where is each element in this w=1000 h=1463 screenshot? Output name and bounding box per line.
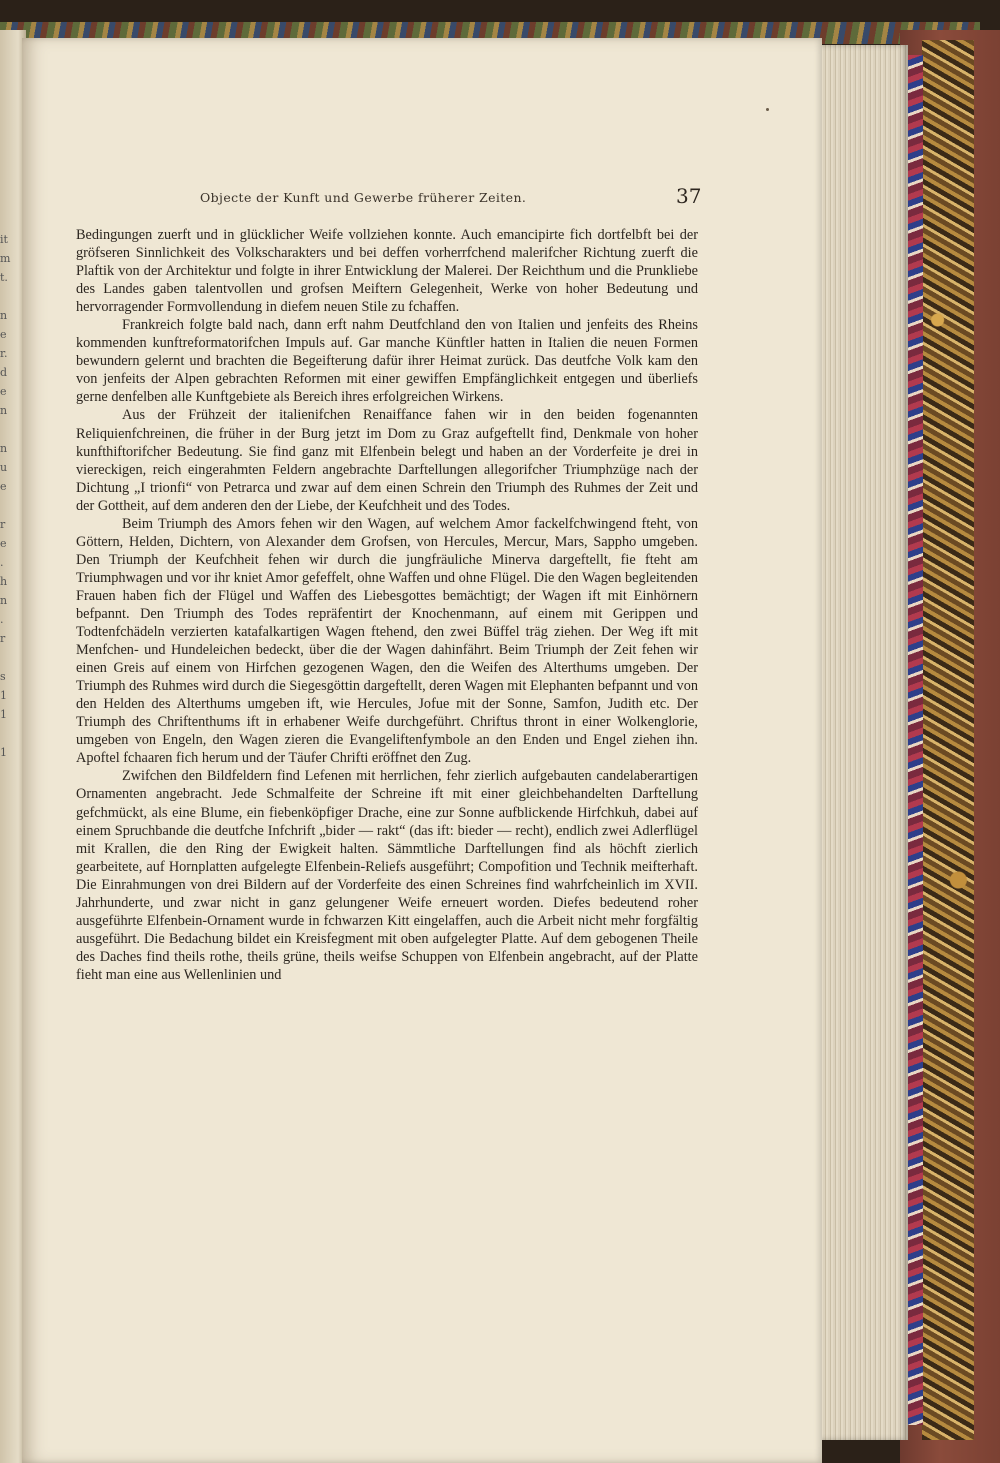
left-page-fragment: 1 xyxy=(0,746,7,759)
marbled-endpaper xyxy=(922,40,974,1440)
left-page-fragment: m xyxy=(0,252,11,265)
left-page-fragment: e xyxy=(0,385,7,398)
left-page-fragments xyxy=(0,230,14,762)
left-page-fragment: . xyxy=(0,613,4,626)
paper-speck xyxy=(766,108,769,111)
left-page-fragment: 1 xyxy=(0,689,7,702)
paragraph: Frankreich folgte bald nach, dann erft nahm Deutfchland den von Italien und jenfeits des Rheins kommenden kunftreformatorifchen Impuls auf. Gar manche Künftler hatten in Italien die neuen Formen bewundern gelernt und brachten die Begeifterung dafür ihrer Heimat zurück. Das deutfche Volk kam den von jenfeits der Alpen gebrachten Reformen mit einer gewiffen Empfänglichkeit entgegen und überliefs gerne denfelben alle Kunftgebiete als Bereich ihres erfolgreichen Wirkens. xyxy=(76,317,698,406)
paragraph: Bedingungen zuerft und in glücklicher Weife vollziehen konnte. Auch emancipirte fich dortfelbft bei der gröfseren Sinnlichkeit des Volkscharakters und bei deffen vorherrfchend malerifcher Richtung zuerft die Plaftik von der Architektur und folgte in ihrer Entwicklung der Malerei. Der Reichthum und die Prunkliebe des Landes gaben talentvollen und grofsen Meiftern Gelegenheit, Werke von hoher Bedeutung und hervorragender Formvollendung in diefem neuen Stile zu fchaffen. xyxy=(76,227,698,316)
left-page-fragment: 1 xyxy=(0,708,7,721)
running-header xyxy=(178,184,702,210)
left-page-fragment: e xyxy=(0,537,7,550)
left-page-fragment: n xyxy=(0,404,8,417)
left-page-fragment xyxy=(0,648,14,667)
left-page-fragment xyxy=(0,724,14,743)
running-title: Objecte der Kunft und Gewerbe früherer Zeiten. xyxy=(200,190,527,205)
paragraph: Zwifchen den Bildfeldern find Lefenen mit herrlichen, fehr zierlich aufgebauten candelaberartigen Ornamenten angebracht. Jede Schmalfeite der Schreine ift mit einer gleichbehandelten Darftellung gefchmückt, als eine Blume, ein fiebenköpfiger Drache, eine zur Sonne aufblickende Hirfchkuh, dabei auf einem Spruchbande die deutfche Infchrift „bider — rakt“ (das ift: bieder — recht), endlich zwei Adlerflügel mit Krallen, die den Ring der Ewigkeit halten. Sämmtliche Darftellungen find als höchft zierlich gearbeitete, auf Hornplatten aufgelegte Elfenbein-Reliefs ausgeführt; Compofition und Technik meifterhaft. Die Einrahmungen von drei Bildern auf der Vorderfeite des einen Schreines find wahrfcheinlich im XVII. Jahrhunderte, und zwar nicht in ganz gelungener Weife erneuert worden. Diefes bedeutend roher ausgeführte Elfenbein-Ornament wurde in fchwarzen Kitt eingelaffen, auch die Arbeit nicht mehr forgfältig ausgeführt. Die Bedachung bildet ein Kreisfegment mit oben aufgelegter Platte. Auf dem gebogenen Theile des Daches find theils rothe, theils grüne, theils weifse Schuppen von Elfenbein angebracht, auf der Platte fieht man eine aus Wellenlinien und xyxy=(76,768,698,983)
left-page-fragment: e xyxy=(0,328,7,341)
left-page-fragment: h xyxy=(0,575,8,588)
left-page-fragment: e xyxy=(0,480,7,493)
left-page-fragment: r xyxy=(0,632,6,645)
left-page-fragment: u xyxy=(0,461,8,474)
left-page-fragment: r. xyxy=(0,347,8,360)
paragraph: Aus der Frühzeit der italienifchen Renaiffance fahen wir in den beiden fogenannten Reliquienfchreinen, die früher in der Burg jetzt im Dom zu Graz aufgeftellt find, Denkmale von hoher kunfthiftorifcher Bedeutung. Sie find ganz mit Elfenbein belegt und haben an der Vorderfeite je drei in viereckigen, reich eingerahmten Feldern angebrachte Darftellungen allegorifcher Triumphzüge nach der Dichtung „I trionfi“ von Petrarca und zwar auf dem einen Schrein den Triumph des Ruhmes der Zeit und der Gottheit, auf dem anderen den der Liebe, der Keufchheit und des Todes. xyxy=(76,407,698,514)
left-page-fragment: it xyxy=(0,233,8,246)
left-page-fragment xyxy=(0,420,14,439)
left-page-fragment xyxy=(0,496,14,515)
left-page-fragment: n xyxy=(0,594,8,607)
left-page-fragment: . xyxy=(0,556,4,569)
page-number: 37 xyxy=(676,184,702,208)
body-text xyxy=(76,226,698,984)
left-page-fragment: n xyxy=(0,309,8,322)
left-page-fragment: d xyxy=(0,366,8,379)
page-stack-edge xyxy=(818,45,908,1440)
left-page-fragment xyxy=(0,287,14,306)
paragraph: Beim Triumph des Amors fehen wir den Wagen, auf welchem Amor fackelfchwingend fteht, von Göttern, Helden, Dichtern, von Alexander dem Grofsen, von Hercules, Mercur, Mars, Sappho umgeben. Den Triumph der Keufchheit fehen wir durch die jungfräuliche Minerva dargeftellt, fie fteht am Triumphwagen und vor ihr kniet Amor gefeffelt, ohne Waffen und ohne Flügel. Die den Wagen begleitenden Frauen haben fich der Flügel und Waffen des Liebesgottes bemächtigt; der Wagen ift mit Einhörnern befpannt. Den Triumph des Todes repräfentirt der Knochenmann, auf einem mit Gerippen und Todtenfchädeln verzierten katafalkartigen Wagen ftehend, den zwei Büffel träg ziehen. Der Weg ift mit Menfchen- und Hundeleichen bedeckt, über die der Wagen dahinfährt. Beim Triumph der Zeit fehen wir einen Greis auf einem von Hirfchen gezogenen Wagen, den die Weifen des Alterthums umgeben. Der Triumph des Ruhmes wird durch die Siegesgöttin dargeftellt, deren Wagen mit Elephanten befpannt und von den Helden des Alterthums umgeben ift, wie Hercules, Jofue mit der Sonne, Samfon, Judith etc. Der Triumph des Chriftenthums ift in erhabener Weife durchgeführt. Chriftus thront in einer Wolkenglorie, umgeben von Engeln, den Wagen zieren die Evangeliftenfymbole an den Enden und Engel ziehen ihn. Apoftel fchaaren fich herum und der Täufer Chrifti eröffnet den Zug. xyxy=(76,515,698,767)
left-page-fragment: s xyxy=(0,670,6,683)
left-page-fragment: r xyxy=(0,518,6,531)
left-page-fragment: t. xyxy=(0,271,8,284)
left-page-fragment: n xyxy=(0,442,8,455)
